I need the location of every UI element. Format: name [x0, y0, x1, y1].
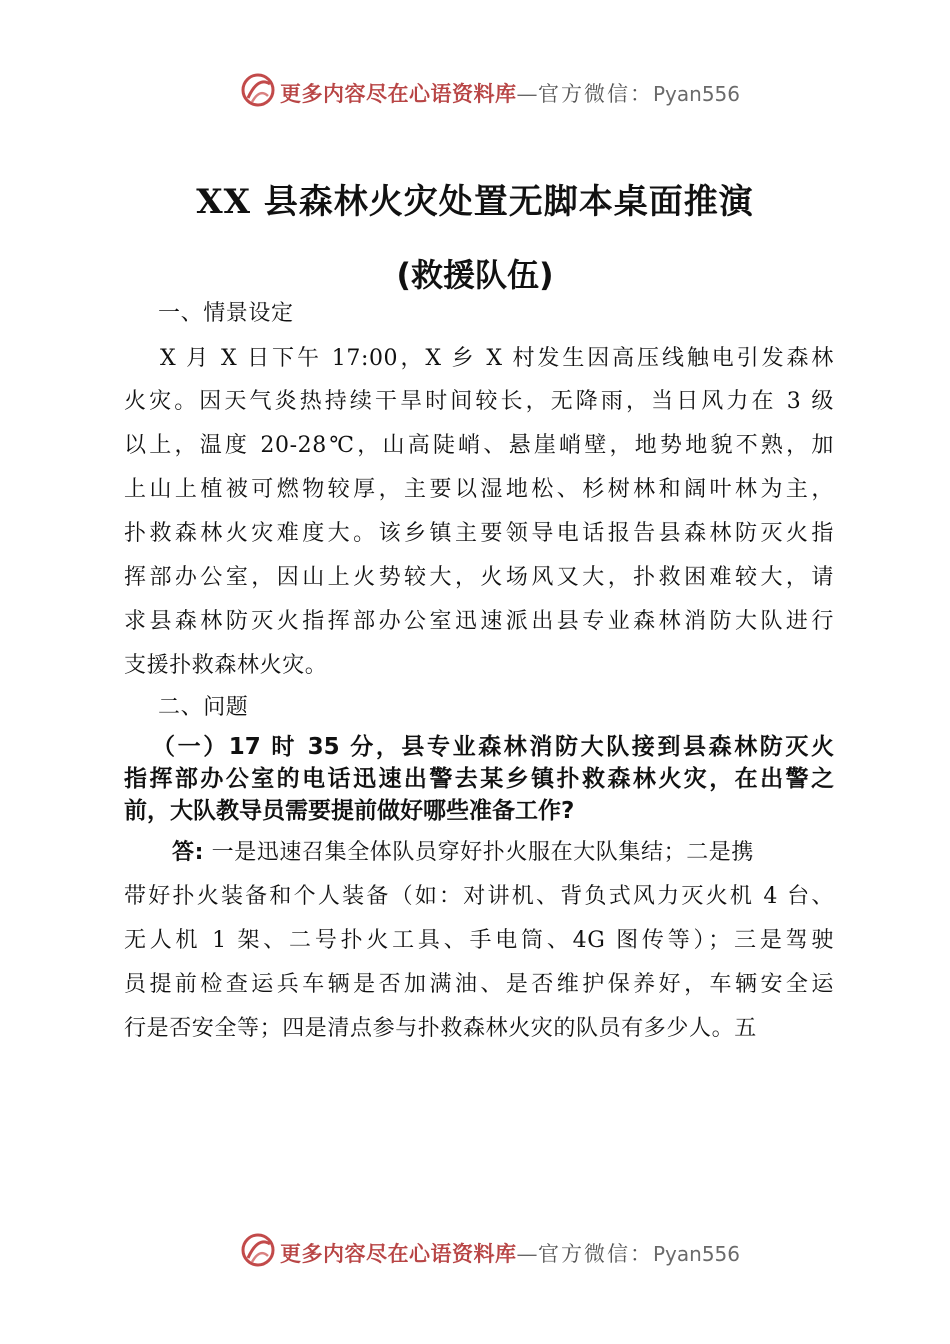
brand-logo-icon [240, 72, 276, 108]
answer-line: 无人机 1 架、二号扑火工具、手电筒、4G 图传等）；三是驾驶 [124, 928, 834, 953]
scenario-line: 挥部办公室，因山上火势较大，火场风又大，扑救困难较大，请 [124, 565, 834, 590]
scenario-line: 火灾。因天气炎热持续干旱时间较长，无降雨，当日风力在 3 级 [124, 389, 834, 414]
banner-separator: — [516, 82, 538, 106]
scenario-line: 以上，温度 20-28℃，山高陡峭、悬崖峭壁，地势地貌不熟，加 [124, 433, 834, 458]
section-heading-questions: 二、问题 [158, 695, 249, 720]
brand-logo-icon [240, 1232, 276, 1268]
banner-site-name: 更多内容尽在心语资料库 [280, 1241, 517, 1266]
scenario-line: 求县森林防灭火指挥部办公室迅速派出县专业森林消防大队进行 [124, 609, 834, 634]
answer-label: 答: [172, 840, 204, 865]
header-banner [0, 68, 950, 118]
banner-wechat-label: 官方微信： [538, 82, 653, 106]
scenario-line: 上山上植被可燃物较厚，主要以湿地松、杉树林和阔叶林为主， [124, 477, 834, 502]
answer-line: 行是否安全等；四是清点参与扑救森林火灾的队员有多少人。五 [124, 1016, 757, 1041]
question-line: （一）17 时 35 分，县专业森林消防大队接到县森林防灭火 [152, 734, 834, 760]
banner-wechat-id: Pyan556 [653, 1242, 741, 1266]
answer-line: 员提前检查运兵车辆是否加满油、是否维护保养好，车辆安全运 [124, 972, 834, 997]
document-subtitle: (救援队伍) [396, 256, 554, 294]
document-title: XX 县森林火灾处置无脚本桌面推演 [196, 182, 754, 222]
question-line: 指挥部办公室的电话迅速出警去某乡镇扑救森林火灾，在出警之 [124, 766, 834, 792]
scenario-line: 支援扑救森林火灾。 [124, 653, 328, 678]
banner-text [280, 1238, 740, 1268]
answer-line: 带好扑火装备和个人装备（如：对讲机、背负式风力灭火机 4 台、 [124, 884, 834, 909]
question-line: 前，大队教导员需要提前做好哪些准备工作? [124, 798, 575, 824]
banner-text [280, 78, 740, 108]
banner-wechat-id: Pyan556 [653, 82, 741, 106]
banner-site-name: 更多内容尽在心语资料库 [280, 81, 517, 106]
banner-separator: — [516, 1242, 538, 1266]
answer-text: 一是迅速召集全体队员穿好扑火服在大队集结；二是携 [211, 840, 754, 865]
scenario-line: X 月 X 日下午 17:00，X 乡 X 村发生因高压线触电引发森林 [160, 346, 834, 371]
scenario-line: 扑救森林火灾难度大。该乡镇主要领导电话报告县森林防灭火指 [124, 521, 834, 546]
answer-first-line [172, 835, 834, 866]
section-heading-scenario: 一、情景设定 [158, 301, 294, 326]
banner-wechat-label: 官方微信： [538, 1242, 653, 1266]
footer-banner [0, 1228, 950, 1278]
